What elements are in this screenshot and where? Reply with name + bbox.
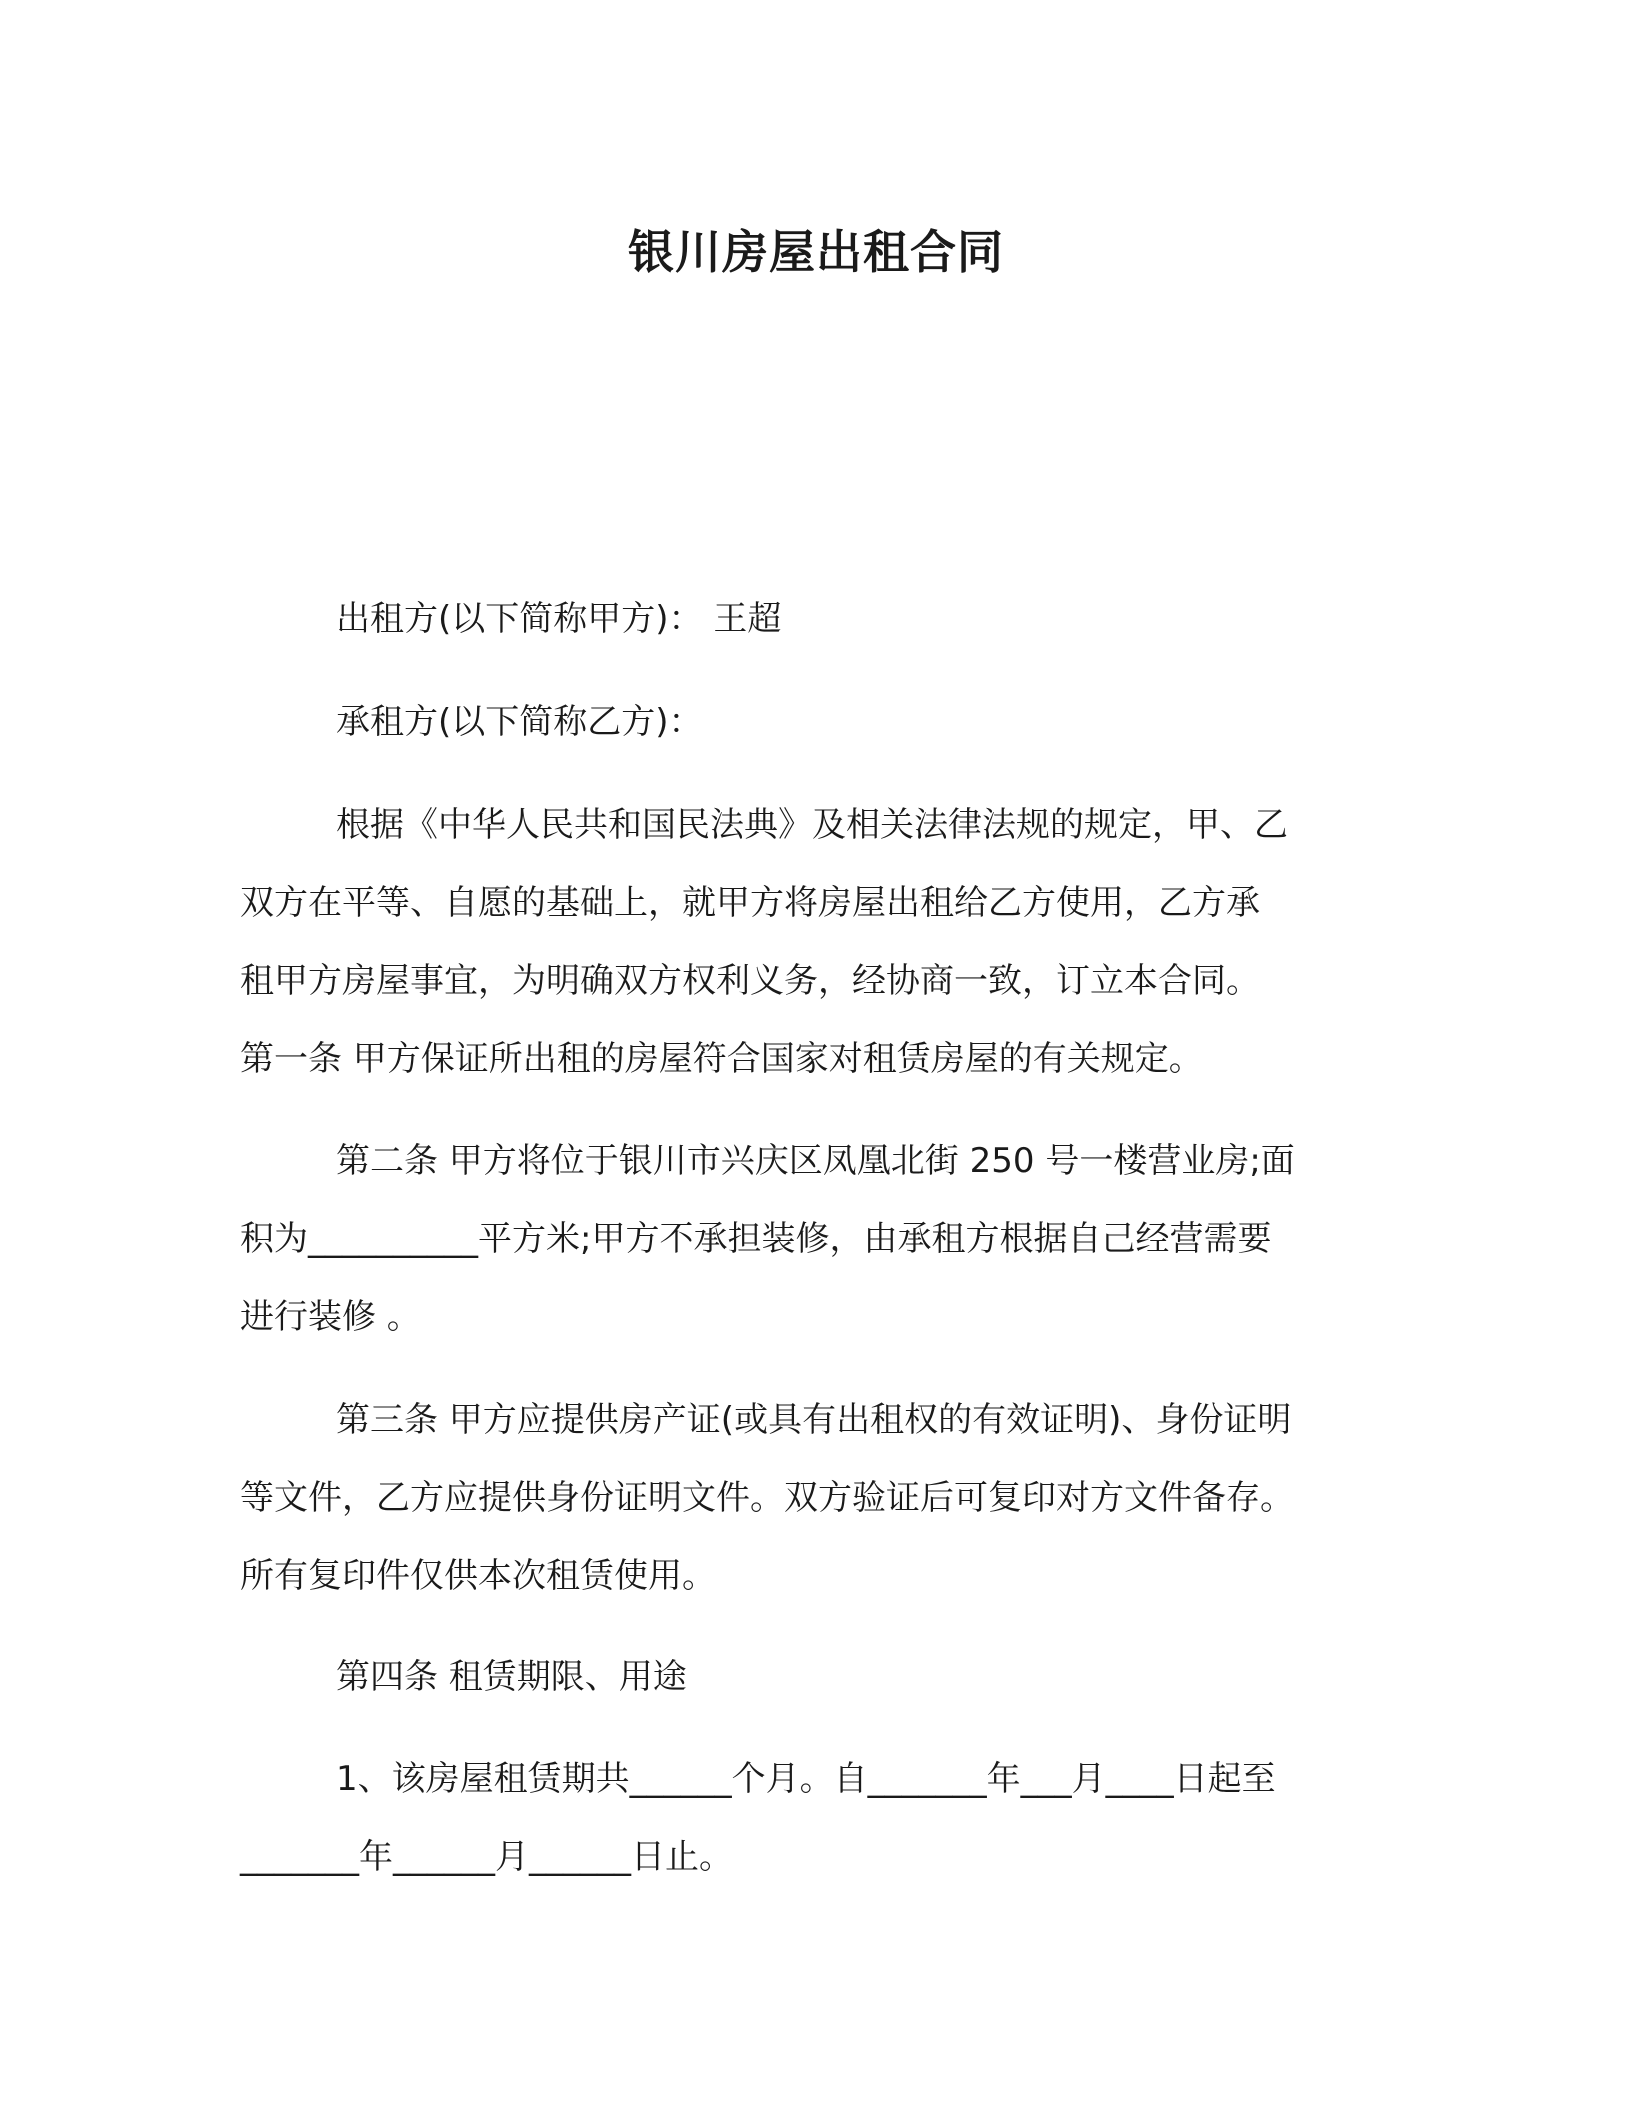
article-2-paragraph — [240, 1122, 1380, 1356]
article-4-heading-block — [240, 1638, 1380, 1716]
article-4-item-1-line: _______年______月______日止。 — [240, 1837, 733, 1877]
lessor-line-block — [240, 580, 1380, 658]
article-4-item-1-line: 1、该房屋租赁期共______个月。自_______年___月____日起至 — [336, 1759, 1276, 1799]
article-4-heading: 第四条 租赁期限、用途 — [336, 1657, 687, 1697]
article-4-item-1-paragraph — [240, 1740, 1380, 1896]
article-3-line: 等文件，乙方应提供身份证明文件。双方验证后可复印对方文件备存。 — [240, 1478, 1294, 1518]
preamble-line: 根据《中华人民共和国民法典》及相关法律法规的规定，甲、乙 — [336, 805, 1288, 845]
article-3-line: 第三条 甲方应提供房产证(或具有出租权的有效证明)、身份证明 — [336, 1400, 1292, 1440]
article-3-line: 所有复印件仅供本次租赁使用。 — [240, 1556, 716, 1596]
article-3-paragraph — [240, 1381, 1380, 1615]
document-title: 银川房屋出租合同 — [628, 225, 1004, 279]
article-2-line: 积为__________平方米;甲方不承担装修，由承租方根据自己经营需要 — [240, 1219, 1272, 1259]
article-2-line: 进行装修 。 — [240, 1297, 421, 1337]
lessee-line: 承租方(以下简称乙方)： — [336, 702, 703, 742]
lessor-line: 出租方(以下简称甲方)： 王超 — [336, 599, 782, 639]
article-2-line: 第二条 甲方将位于银川市兴庆区凤凰北街 250 号一楼营业房;面 — [336, 1141, 1295, 1181]
preamble-line: 双方在平等、自愿的基础上，就甲方将房屋出租给乙方使用，乙方承 — [240, 883, 1260, 923]
preamble-paragraph — [240, 786, 1380, 1098]
article-1-line: 第一条 甲方保证所出租的房屋符合国家对租赁房屋的有关规定。 — [240, 1039, 1203, 1079]
lessee-line-block — [240, 683, 1380, 761]
preamble-line: 租甲方房屋事宜，为明确双方权利义务，经协商一致，订立本合同。 — [240, 961, 1260, 1001]
